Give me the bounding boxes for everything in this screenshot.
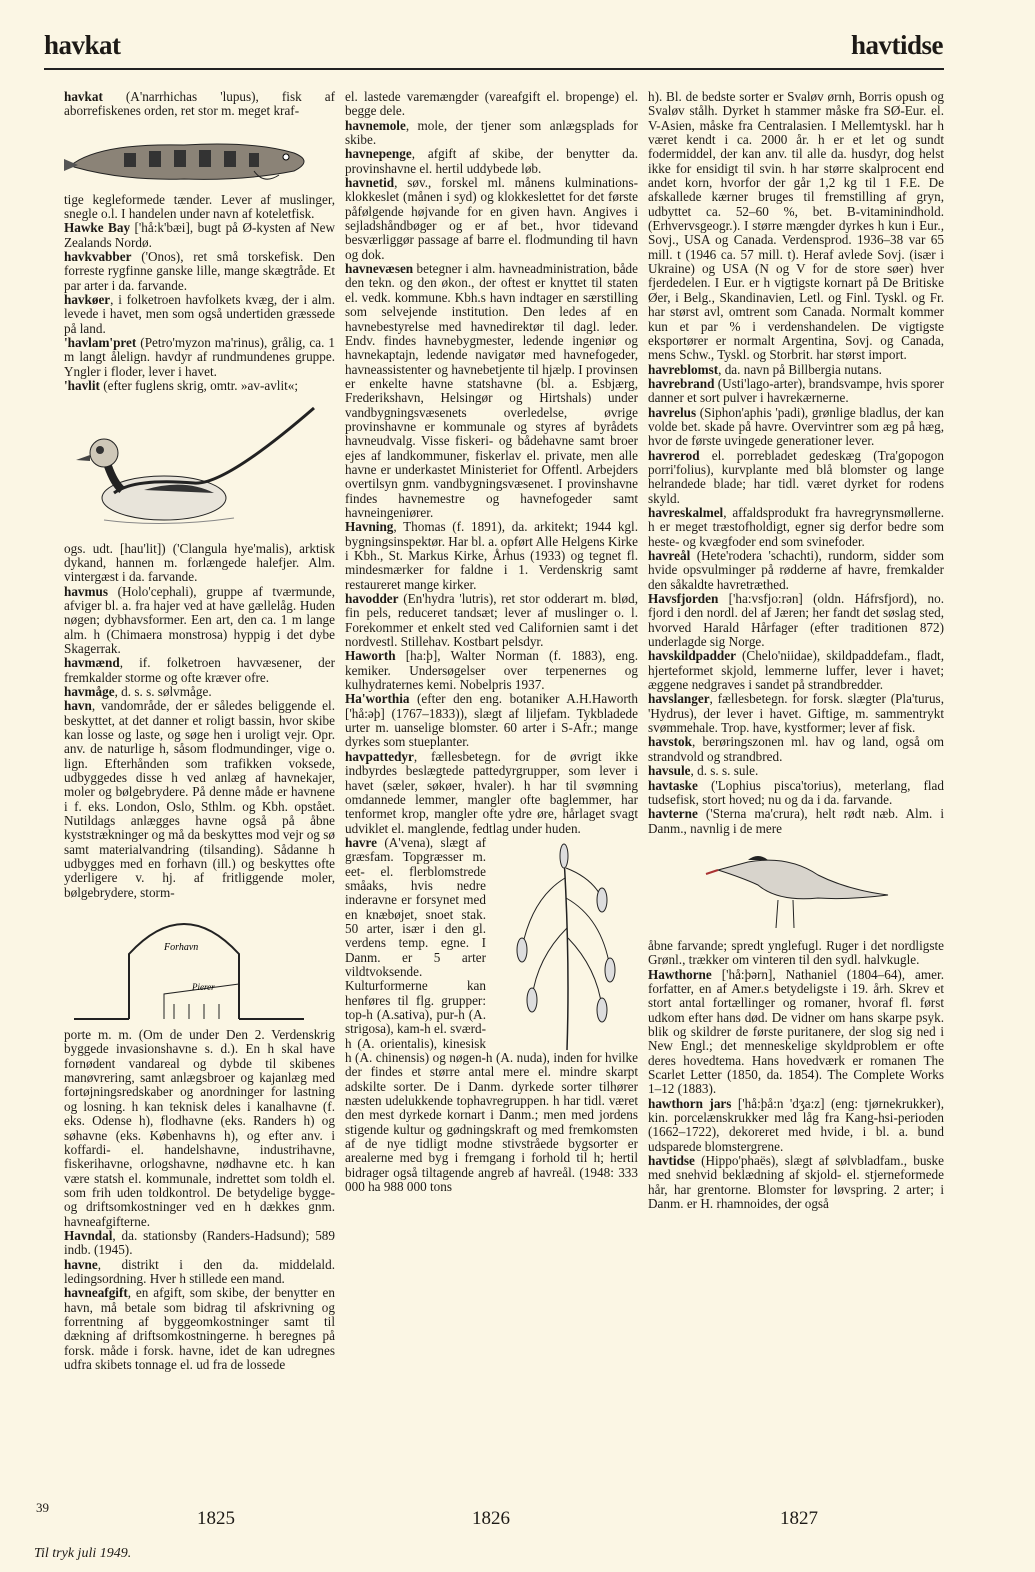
entry-headword: havmus <box>64 583 108 599</box>
header-rule <box>44 68 944 70</box>
dictionary-entry <box>648 692 944 735</box>
dictionary-entry <box>345 147 638 176</box>
entry-headword: Hawke Bay <box>64 220 131 236</box>
entry-text: (Siphon'aphis 'padi), grønlige bladlus, der kan volde bet. skade på havre. Overvintrer som æg på hæg, hvor de første uvingede generationer lever. <box>648 404 944 449</box>
entry-text: (Holo'cephali), gruppe af tværmunde, afviger bl. a. fra hajer ved at have gællelåg. Huden nøgen; dybhavsformer. Een art, den ca. 1 m lange alm. h (Chimaera monstrosa) hyppig i det dybe Skagerrak. <box>64 583 335 656</box>
dictionary-entry <box>648 649 944 692</box>
entry-text: , mole, der tjener som anlægsplads for skibe. <box>345 117 638 148</box>
entry-text: ['hå:þərn], Nathaniel (1804–64), amer. forfatter, en af Amer.s betydeligste i 19. årh. Skrev et stort antal fortællinger og romaner, hvoraf fl. først udkom efter hans død. De vidner om hans skarpe psyk. blik og skildrer de første puritanere, der slog sig ned i New Engl.; det menneskelige skyldproblem er ofte deres hovedtema. Hans hovedværk er romanen The Scarlet Letter (1850, da. 1854). The Complete Works 1–12 (1883). <box>648 966 944 1097</box>
dictionary-entry <box>345 750 638 836</box>
entry-headword: Havsfjorden <box>648 591 719 607</box>
entry-headword: havtaske <box>648 777 698 793</box>
dictionary-entry <box>648 1154 944 1211</box>
entry-headword: havmænd <box>64 655 120 671</box>
running-head-left: havkat <box>44 30 121 60</box>
entry-text: , affaldsprodukt fra havregrynsmøllerne. h er meget træstofholdigt, egner sig derfor bedre som heste- og kvægfoder end som svinefoder. <box>648 504 944 549</box>
dictionary-entry <box>64 699 335 900</box>
entry-text: åbne farvande; spredt ynglefugl. Ruger i det nordligste Grønl., trækker om vinteren til den sydl. halvkugle. <box>648 937 944 968</box>
dictionary-entry <box>345 520 638 592</box>
dictionary-entry <box>345 262 638 520</box>
column-3 <box>648 90 944 1211</box>
entry-headword: havstok <box>648 734 692 750</box>
page-number-1827: 1827 <box>780 1508 818 1529</box>
dictionary-entry <box>648 549 944 592</box>
entry-text: ogs. udt. [hau'lit]) ('Clangula hye'malis), arktisk dykand, hannen m. forlængede halefjer. Alm. vintergæst i da. farvande. <box>64 540 335 585</box>
column-2 <box>345 90 638 1194</box>
dictionary-entry <box>345 592 638 649</box>
entry-text: h). Bl. de bedste sorter er Svaløv ørnh, Borris opush og Svaløv stålh. Dyrket h stammer måske fra SØ-Eur. el. V-Asien, måske fra Centralasien. I Mellemtyskl. har h været kendt i ca. 2000 år. h er et let og sundt fodermiddel, der kan anv. til alle da. husdyr, dog helst ikke for ensidigt til svin. h har større skalprocent end andet korn, hvorfor der går 1,2 kg til 1 F.E. De afskallede kærner bruges til fremstilling af gryn, udbyttet ca. 52–60 %, bet. B-vitaminindhold. (Erhvervsgeogr.). I større mængder dyrkes h kun i Eur., Sovj., USA og Canada. Verdensprod. 1936–38 var 65 mill. t (1946 ca. 57 mill. t). Heraf avlede Sovj. (især i Ukraine) og USA (N og V for de store søer) hver fjerdedelen. I Eur. er h vigtigste kornart på De Britiske Øer, i Belg., Skandinavien, Letl. og Finl. Tyskl. og Fr. har størst avl, omtrent som Canada. Normalt kommer kun et par % i verdenshandelen. De vigtigste eksportører er normalt Argentina, Sovj. og Canada, mens Schw., Tyskl. og Storbrit. har størst import. <box>648 89 944 363</box>
signature-number: 39 <box>36 1500 49 1515</box>
dictionary-entry <box>648 807 944 836</box>
entry-text: , da. stationsby (Randers-Hadsund); 589 indb. (1945). <box>64 1227 335 1258</box>
entry-headword: havrerod <box>648 447 700 463</box>
dictionary-entry <box>64 221 335 250</box>
dictionary-entry <box>64 379 335 393</box>
entry-headword: havnetid <box>345 175 395 191</box>
entry-text: el. lastede varemængder (vareafgift el. bropenge) el. begge dele. <box>345 89 638 119</box>
dictionary-entry <box>648 592 944 649</box>
entry-text: betegner i alm. havneadministration, både den tekn. og den økon., der oftest er knyttet til staten el. vedk. kommune. Kbh.s havn indtager en særstilling som selvejende institution. Den ledes af en havnebestyrelse med havnedirektør til dagl. leder. Endv. findes havnebygmester, ledende ingeniør og havnekaptajn, ledende navigatør med havnefogeder, havneassistenter og havnebetjente til hjælp. I provinsen er enkelte havne statshavne (bl. a. Esbjærg, Frederikshavn, Helsingør og Hirtshals) under vandbygningsvæsenets overledelse, øvrige provinshavne er kommunale og styres af byrådets havneudvalg. Visse fiskeri- og bådehavne samt broer ejes af landkommuner, fiskerlav el. private, men alle havne er underkastet Ministeriet for Offentl. Arbejders overtilsyn gnm. vandbygningsvæsenet. I provinshavne findes havnemestre og havnefogeder samt havneingeniører. <box>345 261 638 520</box>
entry-text: (Hete'rodera 'schachti), rundorm, sidder som hvide opsvulminger på rødderne af havre, fremkalder den såkaldte havretræthed. <box>648 548 944 592</box>
entry-headword: havterne <box>648 806 698 822</box>
dictionary-entry <box>64 293 335 336</box>
entry-text: (efter den eng. botaniker A.H.Haworth ['hå:əþ] (1767–1833)), slægt af liljefam. Tykbladede urter m. uanselige blomster. 60 arter i S-Afr.; mange dyrkes som stueplanter. <box>345 691 638 750</box>
entry-text: , vandområde, der er således beliggende el. beskyttet, at det danner et roligt bassin, hvor skibe kan losse og laste, og søge hen i uroligt vejr. Opr. anv. de naturlige h, såsom flodmundinger, vige o. lign. Efterhånden som trafikken voksede, udbyggedes disse h ved anlæg af havnekajer, moler og bølgebrydere. På denne måde er havnene i f. eks. London, Oslo, Sthlm. og Kbh. opstået. Nutildags anlægges havne også på åbne kyststrækninger og må da beskyttes mod vejr og sø samt materialvandring (tilsanding). Sådanne h udbygges med en forhavn (ill.) og beskyttes ofte yderligere v. hj. af fritliggende moler, bølgebrydere, storm- <box>64 698 335 900</box>
entry-text: ('Lophius pisca'torius), meterlang, flad tudsefisk, stort hoved; nu og da i da. farvande. <box>648 777 944 807</box>
dictionary-entry <box>64 336 335 379</box>
wolffish-illustration <box>64 123 335 189</box>
entry-headword: havpattedyr <box>345 748 414 764</box>
entry-headword: havre <box>345 834 377 850</box>
entry-headword: havkøer <box>64 292 111 308</box>
dictionary-entry <box>64 685 335 699</box>
harbor-diagram <box>64 904 335 1024</box>
dictionary-entry <box>345 649 638 692</box>
entry-text: ['hå:k'bæi], bugt på Ø-kysten af New Zealands Nordø. <box>64 220 335 250</box>
entry-text: , berøringszonen ml. hav og land, også om strandvold og strandbred. <box>648 734 944 764</box>
entry-headword: havsule <box>648 763 691 779</box>
dictionary-entry <box>648 506 944 549</box>
entry-text: (En'hydra 'lutris), ret stor odderart m. blød, fin pels, reduceret tandsæt; lever af muslinger o. l. Forekommer et enkelt sted ved Californien samt i det nordvestl. Stillehav. Kostbart pelsdyr. <box>345 591 638 650</box>
entry-headword: havrebrand <box>648 375 715 391</box>
dictionary-entry <box>648 764 944 778</box>
dictionary-entry <box>64 1286 335 1372</box>
entry-text: , i folketroen havfolkets kvæg, der i alm. levede i havet, men som også undertiden græssede på land. <box>64 292 335 336</box>
entry-headword: havkvabber <box>64 249 132 265</box>
dictionary-entry <box>648 1097 944 1154</box>
dictionary-entry <box>345 176 638 262</box>
dictionary-entry <box>64 1229 335 1258</box>
entry-headword: Haworth <box>345 648 396 664</box>
dictionary-entry <box>345 90 638 119</box>
oat-plant-illustration <box>492 838 642 1050</box>
entry-headword: havrelus <box>648 404 697 420</box>
column-1 <box>64 90 335 1372</box>
dictionary-entry <box>648 90 944 363</box>
entry-text: ['hå:þå:n 'dʒa:z] (eng: tjørnekrukker), kin. porcelænskrukker med låg fra Kang-hsi-perioden (1662–1722), dekoreret med hvide, i bl. a. bund udsparede blomstergrene. <box>648 1095 944 1154</box>
entry-text: porte m. m. (Om de under Den 2. Verdenskrig byggede invasionshavne s. d.). En h skal have fornødent vandareal og dybde til skibenes manøvrering, samt anlægsbroer og kajanlæg med fortøjningsredskaber og anordninger for lastning og losning. h kan teknisk deles i kanalhavne (f. eks. Odense h), flodhavne (eks. Randers h) og søhavne (eks. Københavns h), og efter anv. i koffardi- el. handelshavne, industrihavne, fiskerihavne, orlogshavne, nødhavne etc. h kan være statsh el. kommunale, indrettet som toldh el. som frih uden toldkontrol. De betydelige bygge- og driftsomkostninger ved en h dækkes gnm. havneafgifterne. <box>64 1027 335 1229</box>
entry-headword: Hawthorne <box>648 966 712 982</box>
entry-headword: Havning <box>345 519 394 535</box>
dictionary-entry <box>345 692 638 749</box>
dictionary-entry <box>64 193 335 222</box>
entry-headword: havslanger <box>648 691 710 707</box>
entry-text: (Hippo'phaës), slægt af sølvbladfam., buske med snehvid beklædning af skjold- el. stjerneformede hår, har grentorne. Blomster for løvspring. 2 arter; i Danm. er H. rhamnoides, der også <box>648 1153 944 1212</box>
entry-text: (A'narrhichas 'lupus), fisk af aborrefiskenes orden, ret stor m. meget kraf- <box>64 89 335 119</box>
dictionary-entry <box>648 363 944 377</box>
entry-headword: 'havlam'pret <box>64 335 137 351</box>
dictionary-entry <box>648 735 944 764</box>
entry-headword: 'havlit <box>64 378 100 394</box>
entry-headword: havtidse <box>648 1153 695 1169</box>
entry-headword: havodder <box>345 591 399 607</box>
entry-text: el. porrebladet gedeskæg (Tra'gopogon porri'folius), kurvplante med blå blomster og lange helrandede blade; har tidl. været dyrket for rodens skyld. <box>648 447 944 506</box>
running-head-right: havtidse <box>850 30 943 60</box>
entry-text: , søv., forskel ml. månens kulminations-klokkeslet (månen i syd) og klokkeslettet for det første påfølgende højvande for en given havn. Angives i sejladshåndbøger og er af bet., hvor tidevand besværliggør passage af barre el. flodmunding til havn og dok. <box>345 175 638 262</box>
arctic-tern-illustration <box>648 840 944 935</box>
dictionary-entry <box>648 406 944 449</box>
entry-text: , da. navn på Billbergia nutans. <box>718 361 882 377</box>
page-number-1826: 1826 <box>472 1508 510 1529</box>
print-note: Til tryk juli 1949. <box>34 1546 132 1561</box>
entry-text: tige kegleformede tænder. Lever af muslinger, snegle o.l. I handelen under navn af koteletfisk. <box>64 191 335 222</box>
entry-text: , afgift af skibe, der benytter da. provinshavne el. hertil uddybede løb. <box>345 146 638 176</box>
entry-text: , d. s. s. sule. <box>690 763 759 779</box>
dictionary-entry <box>648 377 944 406</box>
entry-text: ['ha:vsfjo:rən] (oldn. Háfrsfjord), no. fjord i den nordl. del af Jæren; her fandt det søslag sted, hvorved Harald Hårfager (efter traditionen 872) underlagde sig Norge. <box>648 591 944 650</box>
entry-text: , fællesbetegn. for forsk. slægter (Pla'turus, 'Hydrus), der lever i havet. Giftige, m. sammentrykt svømmehale. Trop. have, kystformer; lever af fisk. <box>648 691 944 736</box>
entry-text: , d. s. s. sølvmåge. <box>114 683 212 699</box>
dictionary-entry <box>648 968 944 1097</box>
entry-text: , fællesbetegn. for de øvrigt ikke indbyrdes beslægtede pattedyrgrupper, som lever i havet (sæler, søkøer, hvaler). h har til svømning omdannede lemmer, mangler ofte baglemmer, har tenformet krop, mangler ofte ydre øre, hårlaget svagt udviklet el. manglende, fedtlag under huden. <box>345 748 638 836</box>
entry-headword: havnevæsen <box>345 261 414 277</box>
page-number-1825: 1825 <box>197 1508 235 1529</box>
entry-headword: havmåge <box>64 683 115 699</box>
entry-text: , distrikt i den da. middelald. ledingsordning. Hver h stillede een mand. <box>64 1256 335 1286</box>
dictionary-entry <box>64 1028 335 1229</box>
entry-headword: havnemole <box>345 117 406 133</box>
dictionary-entry <box>648 939 944 968</box>
entry-headword: havreål <box>648 548 691 563</box>
entry-text: (efter fuglens skrig, omtr. »av-avlit«; <box>99 378 299 394</box>
entry-text: , en afgift, som skibe, der benytter en havn, må betale som bidrag til afskrivning og forrentning af byggeomkostninger samt til dækning af driftsomkostningerne. h beregnes på forsk. måde i forsk. havne, idet de kan udregnes udfra skibets tonnage el. ud fra de lossede <box>64 1285 335 1372</box>
entry-headword: havn <box>64 698 92 714</box>
entry-text: , Thomas (f. 1891), da. arkitekt; 1944 kgl. bygningsinspektør. Har bl. a. opført Alle Helgens Kirke i Kbh., St. Markus Kirke, Århus (1933) og tegnet fl. mindesmærker for faldne i 1. Verdenskrig samt restaureret mange kirker. <box>345 519 639 592</box>
entry-headword: Havndal <box>64 1227 113 1243</box>
entry-headword: Ha'worthia <box>345 691 410 707</box>
entry-text: (Usti'lago-arter), brandsvampe, hvis sporer danner et sort pulver i havrekærnerne. <box>648 375 944 406</box>
entry-text: (Chelo'niidae), skildpaddefam., fladt, hjerteformet skjold, lemmerne luffer, lever i havet; æggene nedgraves i sandet på strandbredder. <box>648 648 944 693</box>
dictionary-entry <box>345 119 638 148</box>
harbor-label-pierer: Pierer <box>192 982 215 993</box>
dictionary-entry <box>64 656 335 685</box>
entry-headword: havkat <box>64 89 103 104</box>
dictionary-entry <box>648 449 944 506</box>
entry-headword: havskildpadder <box>648 648 736 664</box>
entry-text: (Petro'myzon ma'rinus), grålig, ca. 1 m langt ålelign. havdyr af rundmundenes gruppe. Yngler i floder, lever i havet. <box>64 335 335 379</box>
entry-headword: hawthorn jars <box>648 1095 732 1111</box>
dictionary-entry <box>64 250 335 293</box>
entry-text: [ha:þ], Walter Norman (f. 1883), eng. kemiker. Undersøgelser over terpenernes og kulhydraternes kemi. Nobelpris 1937. <box>345 648 638 693</box>
dictionary-entry <box>648 779 944 808</box>
entry-text: , if. folketroen havvæsener, der fremkalder storme og ofte kræver ofre. <box>64 655 335 685</box>
long-tailed-duck-illustration <box>64 398 335 538</box>
entry-headword: havnepenge <box>345 146 412 162</box>
dictionary-entry <box>64 90 335 119</box>
dictionary-entry <box>64 1258 335 1287</box>
dictionary-entry <box>64 585 335 657</box>
entry-headword: havreblomst <box>648 361 719 377</box>
entry-headword: havne <box>64 1256 98 1272</box>
dictionary-entry <box>64 542 335 585</box>
entry-text: ('Sterna ma'crura), helt rødt næb. Alm. i Danm., navnlig i de mere <box>648 806 944 836</box>
entry-text: ('Onos), ret små torskefisk. Den forreste rygfinne ganske lille, mange skægtråde. Et par arter i da. farvande. <box>64 249 335 293</box>
entry-headword: havreskalmel <box>648 504 724 520</box>
harbor-label-forhavn: Forhavn <box>164 942 199 954</box>
entry-text: (A'vena), slægt af græsfam. Topgræsser m. eet- el. flerblomstrede småaks, hvis nedre inderavne er forsynet med en knæbøjet, snoet stak. 50 arter, især i den gl. verdens temp. egne. I Danm. er 5 arter vildtvoksende. Kulturformerne kan henføres til flg. grupper: top-h (A.sativa), pur-h (A. strigosa), kam-h el. sværd-h (A. orientalis), kinesisk h (A. chinensis) og nøgen-h (A. nuda), inden for hvilke der findes et større antal mere el. mindre skarpt adskilte sorter. De i Danm. dyrkede sorter tilhører næsten udelukkende tophavregruppen. h har tidl. været den mest dyrkede kornart i Danm.; men med jordens stigende kultur og gødningskraft og med fremkomsten af de nye tidligt modne stivstråede bygsorter er arealerne med byg i fremgang i forhold til h; hertil bidrager også tiltagende angreb af havreål. (1948: 333 000 ha 988 000 tons <box>345 834 638 1195</box>
entry-headword: havneafgift <box>64 1285 128 1301</box>
